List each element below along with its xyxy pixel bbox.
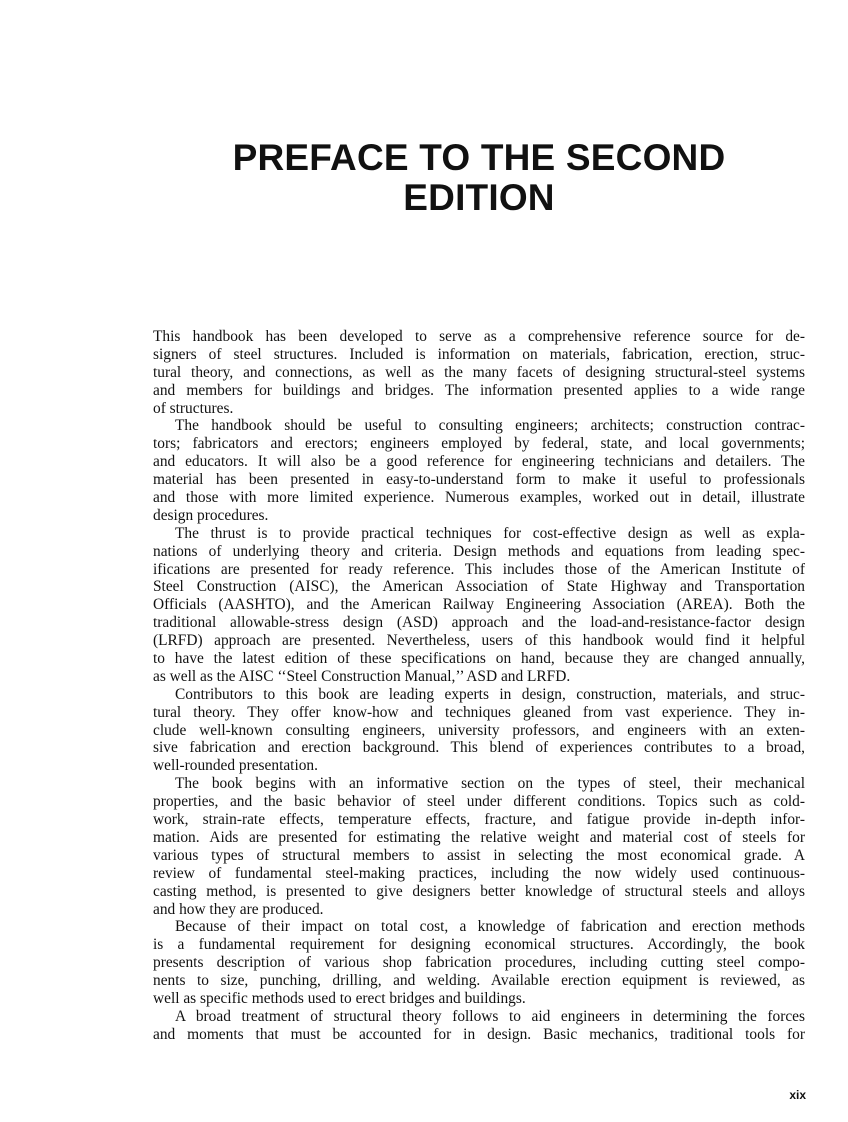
text-line: The book begins with an informative section on the types of steel, their mechanical <box>175 775 805 793</box>
text-line: and members for buildings and bridges. The information presented applies to a wide range <box>153 381 805 399</box>
text-line: sive fabrication and erection background. This blend of experiences contributes to a broad, <box>153 739 805 757</box>
text-line: well-rounded presentation. <box>153 757 318 775</box>
text-line: (LRFD) approach are presented. Nevertheless, users of this handbook would find it helpful <box>153 632 805 650</box>
text-line: mation. Aids are presented for estimating the relative weight and material cost of steels for <box>153 828 805 846</box>
page-title-line-2: EDITION <box>403 177 555 218</box>
text-line: as well as the AISC ‘‘Steel Construction Manual,’’ ASD and LRFD. <box>153 667 571 685</box>
text-line: tural theory. They offer know-how and techniques gleaned from vast experience. They in- <box>153 703 805 721</box>
preface-body <box>153 328 805 1044</box>
text-line: tors; fabricators and erectors; engineers employed by federal, state, and local governments; <box>153 435 805 453</box>
text-line: Officials (AASHTO), and the American Railway Engineering Association (AREA). Both the <box>153 596 805 614</box>
paragraph-5 <box>153 775 805 918</box>
text-line: work, strain-rate effects, temperature effects, fracture, and fatigue provide in-depth infor- <box>153 811 805 829</box>
paragraph-4 <box>153 686 805 775</box>
text-line: signers of steel structures. Included is information on materials, fabrication, erection, struc- <box>153 345 805 363</box>
paragraph-3 <box>153 525 805 686</box>
text-line: Steel Construction (AISC), the American Association of State Highway and Transportation <box>153 578 805 596</box>
text-line: traditional allowable-stress design (ASD) approach and the load-and-resistance-factor design <box>153 614 805 632</box>
text-line: and moments that must be accounted for in design. Basic mechanics, traditional tools for <box>153 1025 805 1043</box>
text-line: design procedures. <box>153 506 269 524</box>
text-line: ifications are presented for ready reference. This includes those of the American Institute of <box>153 560 805 578</box>
text-line: presents description of various shop fabrication procedures, including cutting steel compo- <box>153 954 805 972</box>
paragraph-2 <box>153 417 805 524</box>
paragraph-1 <box>153 328 805 417</box>
text-line: tural theory, and connections, as well as the many facets of designing structural-steel systems <box>153 363 805 381</box>
text-line: The handbook should be useful to consulting engineers; architects; construction contrac- <box>175 417 805 435</box>
text-line: properties, and the basic behavior of steel under different conditions. Topics such as cold- <box>153 793 805 811</box>
text-line: Because of their impact on total cost, a knowledge of fabrication and erection methods <box>175 918 805 936</box>
text-line: and how they are produced. <box>153 900 324 918</box>
text-line: and educators. It will also be a good reference for engineering technicians and detailers. The <box>153 453 805 471</box>
text-line: clude well-known consulting engineers, university professors, and engineers with an exten- <box>153 721 805 739</box>
text-line: of structures. <box>153 399 234 417</box>
text-line: review of fundamental steel-making practices, including the now widely used continuous- <box>153 864 805 882</box>
text-line: The thrust is to provide practical techniques for cost-effective design as well as expla- <box>175 524 805 542</box>
text-line: nations of underlying theory and criteria. Design methods and equations from leading spec- <box>153 542 805 560</box>
text-line: to have the latest edition of these specifications on hand, because they are changed annually, <box>153 650 805 668</box>
text-line: well as specific methods used to erect bridges and buildings. <box>153 989 526 1007</box>
page-title-line-1: PREFACE TO THE SECOND <box>232 137 726 178</box>
text-line: and those with more limited experience. Numerous examples, worked out in detail, illustrate <box>153 489 805 507</box>
page-title <box>0 138 848 218</box>
text-line: material has been presented in easy-to-understand form to make it useful to professionals <box>153 471 805 489</box>
text-line: Contributors to this book are leading experts in design, construction, materials, and struc- <box>175 685 805 703</box>
text-line: This handbook has been developed to serve as a comprehensive reference source for de- <box>153 328 805 345</box>
text-line: casting method, is presented to give designers better knowledge of structural steels and alloys <box>153 882 805 900</box>
text-line: nents to size, punching, drilling, and welding. Available erection equipment is reviewed, as <box>153 972 805 990</box>
paragraph-6 <box>153 918 805 1007</box>
text-line: A broad treatment of structural theory follows to aid engineers in determining the forces <box>175 1007 805 1025</box>
text-line: various types of structural members to assist in selecting the most economical grade. A <box>153 846 805 864</box>
page-number: xix <box>789 1088 806 1102</box>
text-line: is a fundamental requirement for designing economical structures. Accordingly, the book <box>153 936 805 954</box>
paragraph-7 <box>153 1008 805 1044</box>
